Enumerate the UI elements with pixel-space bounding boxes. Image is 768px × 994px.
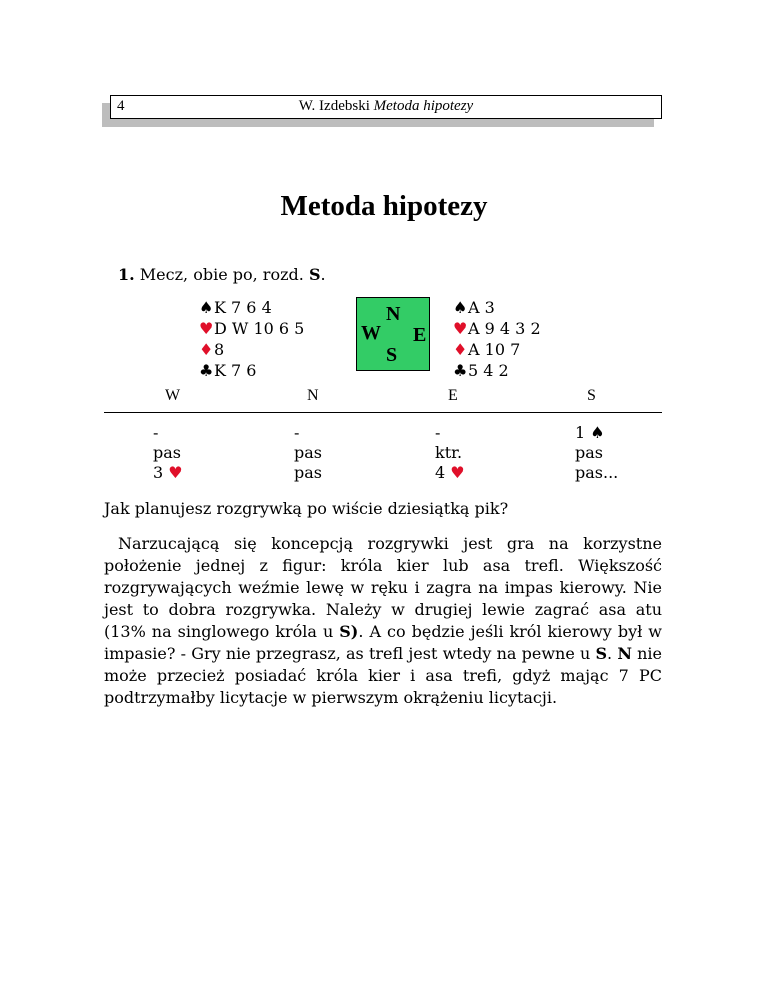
- bid: ktr.: [435, 443, 463, 462]
- problem-end: .: [320, 265, 326, 284]
- compass-east: E: [413, 324, 427, 346]
- bid: pas: [575, 443, 603, 462]
- bidding-header-e: E: [448, 387, 458, 404]
- bidding-column-w: [153, 423, 183, 483]
- bid: -: [294, 423, 300, 442]
- heart-icon: ♥: [199, 319, 214, 338]
- west-clubs: [199, 360, 304, 381]
- bidding-column-s: [575, 423, 618, 483]
- bid: pas: [294, 443, 322, 462]
- question: Jak planujesz rozgrywką po wiście dziesiątką pik?: [104, 499, 509, 518]
- bid-level: 3: [153, 463, 164, 482]
- problem-conditions: Mecz, obie po, rozd.: [139, 265, 309, 284]
- bidding-header-w: W: [165, 387, 181, 404]
- east-diamonds-cards: A 10 7: [468, 340, 521, 359]
- answer-text: . A co będzie jeśli król kierowy był w impasie? - Gry nie przegrasz, as trefl jest wtedy na pewne u: [104, 622, 662, 663]
- spade-icon: ♠: [199, 298, 214, 317]
- bid: [575, 423, 618, 443]
- bid: -: [435, 423, 441, 442]
- west-diamonds: [199, 339, 304, 360]
- bidding-header-n: N: [307, 387, 319, 404]
- bid: pas...: [575, 463, 619, 482]
- club-icon: ♣: [199, 361, 214, 380]
- running-header: [110, 95, 662, 119]
- east-spades: [453, 297, 541, 318]
- problem-number: 1.: [118, 265, 135, 284]
- west-hearts: [199, 318, 304, 339]
- compass-west: W: [361, 322, 381, 344]
- answer-bold: S): [339, 622, 359, 641]
- bid: pas: [153, 443, 181, 462]
- bid: pas: [294, 463, 322, 482]
- running-header-title: [111, 98, 661, 115]
- bidding-header-s: S: [587, 387, 596, 404]
- west-hand: [199, 297, 304, 381]
- bid: [153, 463, 183, 483]
- compass-south: S: [386, 344, 398, 366]
- diamond-icon: ♦: [453, 340, 468, 359]
- bidding-column-n: [294, 423, 322, 483]
- east-spades-cards: A 3: [468, 298, 495, 317]
- answer-text: .: [607, 644, 618, 663]
- east-hearts-cards: A 9 4 3 2: [468, 319, 541, 338]
- dealer: S: [308, 265, 321, 284]
- header-book-title: Metoda hipotezy: [373, 98, 474, 114]
- east-hand: [453, 297, 541, 381]
- west-diamonds-cards: 8: [214, 340, 225, 359]
- bidding-rule: [104, 412, 662, 413]
- compass-diagram: [356, 297, 430, 371]
- bidding-column-e: [435, 423, 465, 483]
- answer-bold: N: [617, 644, 632, 663]
- bid: [435, 463, 465, 483]
- page-number: 4: [117, 98, 125, 114]
- club-icon: ♣: [453, 361, 468, 380]
- bid-level: 1: [575, 423, 586, 442]
- answer-paragraph: [104, 533, 662, 709]
- page-title: Metoda hipotezy: [280, 190, 488, 222]
- west-hearts-cards: D W 10 6 5: [214, 319, 305, 338]
- spade-icon: ♠: [590, 423, 605, 442]
- header-author: W. Izdebski: [298, 98, 370, 114]
- west-spades: [199, 297, 304, 318]
- answer-bold: S: [595, 644, 608, 663]
- east-diamonds: [453, 339, 541, 360]
- bid-level: 4: [435, 463, 446, 482]
- answer-text: nie może przecież posiadać króla kier i asa trefi, gdyż mając 7 PC podtrzymałby licytacje w pierwszym okrążeniu licytacji.: [104, 644, 663, 707]
- bid: -: [153, 423, 159, 442]
- compass-north: N: [386, 303, 401, 325]
- heart-icon: ♥: [168, 463, 183, 482]
- west-spades-cards: K 7 6 4: [214, 298, 272, 317]
- west-clubs-cards: K 7 6: [214, 361, 257, 380]
- spade-icon: ♠: [453, 298, 468, 317]
- heart-icon: ♥: [450, 463, 465, 482]
- diamond-icon: ♦: [199, 340, 214, 359]
- east-clubs-cards: 5 4 2: [468, 361, 509, 380]
- east-clubs: [453, 360, 541, 381]
- east-hearts: [453, 318, 541, 339]
- heart-icon: ♥: [453, 319, 468, 338]
- answer-text: Narzucającą się koncepcją rozgrywki jest gra na korzystne położenie jednej z figur: króla kier lub asa trefl. Większość rozgrywających weźmie lewę w ręku i zagra na impas kierowy. Nie jest to dobra rozgrywka. Należy w drugiej lewie zagrać asa atu (13% na singlowego króla u: [104, 534, 662, 641]
- problem-statement: [118, 265, 326, 284]
